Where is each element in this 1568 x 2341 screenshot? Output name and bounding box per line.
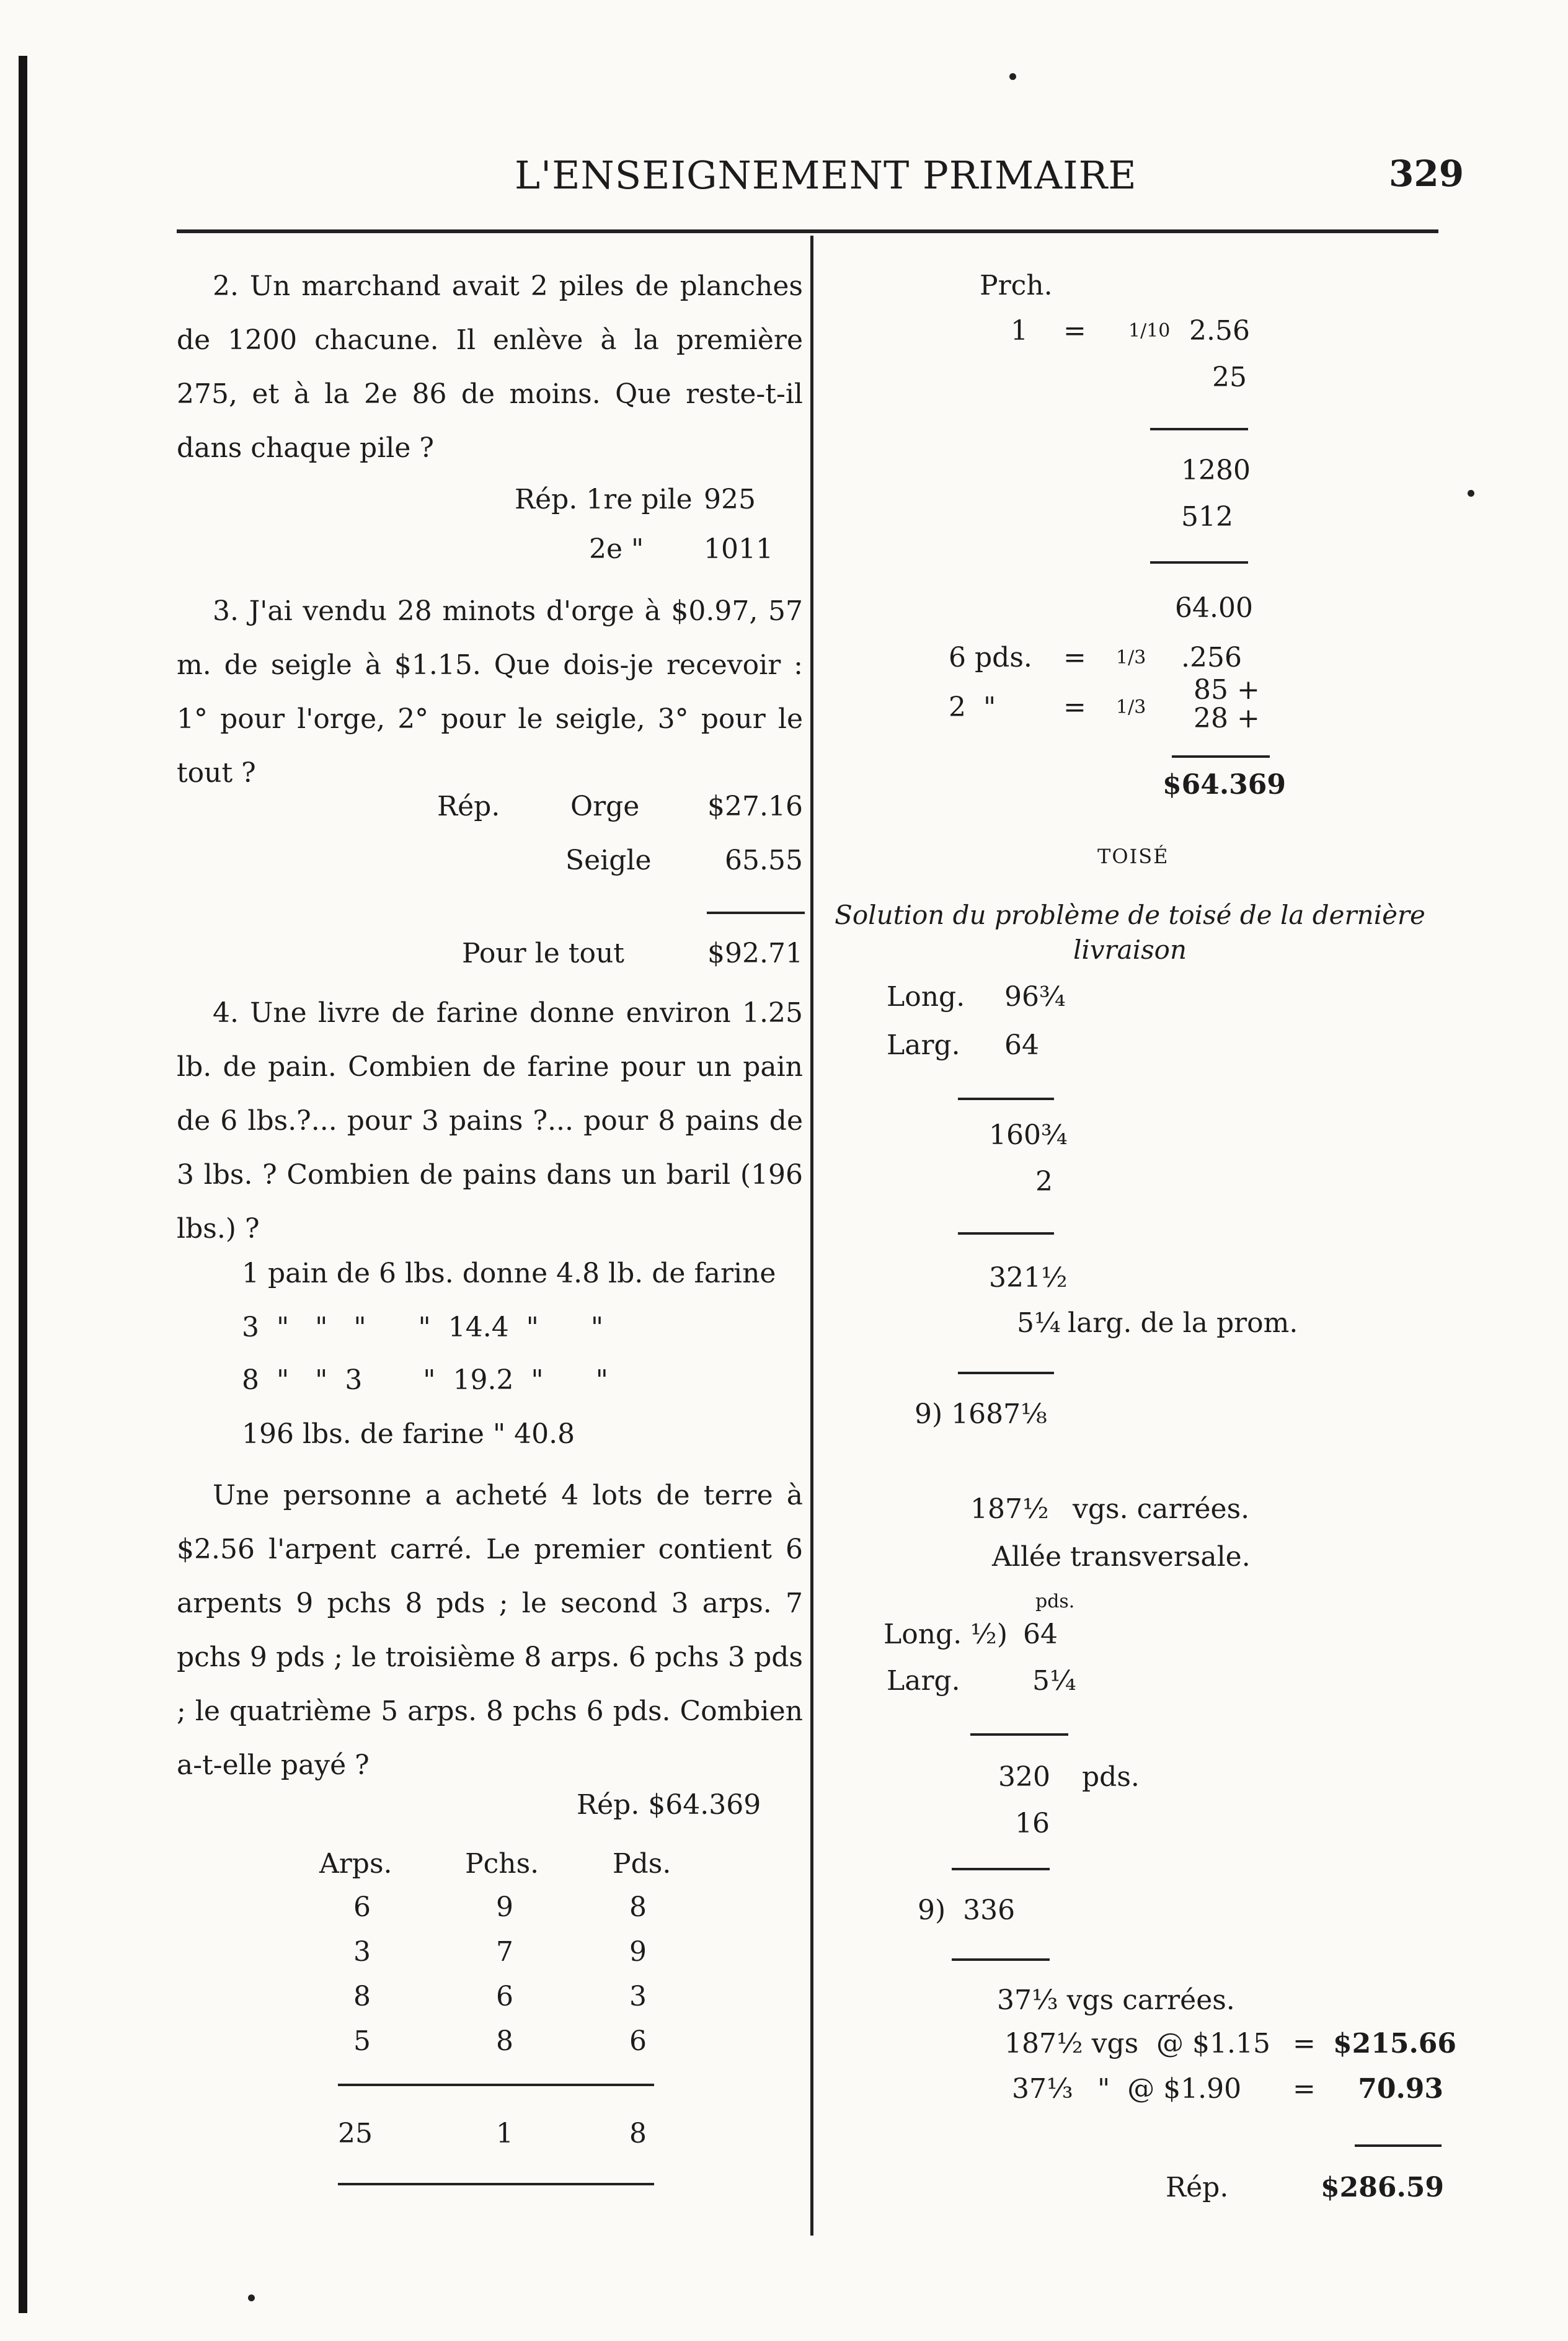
ink-speck — [1468, 490, 1474, 497]
toise-value: 2 — [1035, 1166, 1053, 1197]
toise-label: Larg. — [887, 1029, 960, 1061]
column-divider — [810, 236, 813, 2236]
cost-value: $215.66 — [1333, 2028, 1457, 2059]
calc-value: 1280 — [1181, 455, 1251, 486]
toise-rule — [958, 1372, 1054, 1374]
table-cell: 9 — [629, 1936, 647, 1968]
toise-value: 5¼ — [1017, 1307, 1061, 1339]
calc-equals: = — [1063, 691, 1086, 723]
toise-label: Long. — [887, 981, 965, 1013]
table-cell: 9 — [496, 1891, 513, 1923]
problem-5-answer: Rép. $64.369 — [577, 1789, 761, 1821]
toise-note: vgs. carrées. — [1073, 1493, 1250, 1525]
calc-head: Prch. — [980, 270, 1053, 301]
cost-equals: = — [1293, 2028, 1316, 2059]
sum-rule — [707, 912, 805, 914]
ink-speck — [1009, 73, 1016, 80]
table-bottom-rule — [338, 2183, 654, 2185]
cost-equals: = — [1293, 2073, 1316, 2105]
cost-rule — [1355, 2144, 1442, 2147]
problem-2-answer-value: 1011 — [704, 533, 773, 565]
calc-value: 512 — [1181, 501, 1233, 533]
toise-note: pds. — [1082, 1761, 1140, 1793]
final-answer-label: Rép. — [1166, 2172, 1229, 2203]
toise-rule — [952, 1958, 1050, 1961]
toise-value: 320 — [998, 1761, 1050, 1793]
toise-value: 321½ — [989, 1262, 1068, 1294]
header-rule — [177, 229, 1438, 233]
problem-3-total-value: $92.71 — [707, 938, 803, 969]
table-sum-rule — [338, 2084, 654, 2086]
cost-rate: " @ $1.90 — [1097, 2073, 1242, 2105]
toise-value: 9) 1687⅛ — [915, 1398, 1047, 1430]
cost-qty: 187½ vgs — [1004, 2028, 1139, 2059]
table-total: 1 — [496, 2118, 513, 2149]
calc-value: 25 — [1212, 362, 1247, 393]
page-binding-edge — [19, 56, 27, 2313]
section-subtitle: Solution du problème de toisé de la dernière livraison — [835, 900, 1425, 965]
toise-note: larg. de la prom. — [1068, 1307, 1298, 1339]
toise-value: 160¾ — [989, 1119, 1068, 1151]
calc-value: .256 — [1181, 642, 1242, 673]
problem-4-answer-line: 3 " " " " 14.4 " " — [242, 1312, 604, 1343]
running-head: L'ENSEIGNEMENT PRIMAIRE — [515, 153, 1137, 198]
calc-value: 28 + — [1194, 703, 1260, 734]
problem-2-answer-value: 925 — [704, 484, 756, 515]
table-cell: 5 — [353, 2025, 371, 2057]
toise-value: 16 — [1015, 1808, 1050, 1839]
calc-line: 1 — [1011, 315, 1028, 347]
toise-value: 9) 336 — [918, 1895, 1016, 1926]
section-title: TOISÉ — [1097, 845, 1169, 868]
calc-fraction: 1/10 — [1128, 320, 1171, 342]
toise-rule — [958, 1098, 1054, 1100]
page-number: 329 — [1389, 153, 1464, 195]
calc-rule — [1150, 428, 1248, 430]
problem-4-answer-line: 196 lbs. de farine " 40.8 — [242, 1418, 575, 1450]
calc-line: 6 pds. — [949, 642, 1032, 673]
problem-3-rep: Rép. — [437, 791, 500, 822]
cost-value: 70.93 — [1358, 2073, 1443, 2105]
toise-label: Long. ½) — [884, 1619, 1008, 1650]
problem-3-answer-label: Orge — [570, 791, 640, 822]
toise-rule — [970, 1733, 1068, 1736]
toise-subheading: Allée transversale. — [992, 1541, 1251, 1573]
final-answer-value: $286.59 — [1321, 2172, 1445, 2203]
calc-rule — [1172, 755, 1270, 758]
cost-qty: 37⅓ — [1012, 2073, 1073, 2105]
table-cell: 8 — [629, 1891, 647, 1923]
toise-value: 64 — [1023, 1619, 1058, 1650]
table-cell: 8 — [353, 1981, 371, 2012]
calc-fraction: 1/3 — [1116, 696, 1146, 718]
toise-unit: pds. — [1035, 1591, 1075, 1612]
calc-value: 2.56 — [1189, 315, 1250, 347]
problem-3-text: 3. J'ai vendu 28 minots d'orge à $0.97, 57 m. de seigle à $1.15. Que dois-je recevoir : 1° pour l'orge, 2° pour le seigle, 3° pour le tout ? — [177, 595, 803, 789]
calc-value: 85 + — [1194, 674, 1260, 706]
calc-fraction: 1/3 — [1116, 647, 1146, 669]
ink-speck — [248, 2294, 255, 2301]
toise-value: 96¾ — [1004, 981, 1066, 1013]
toise-value: 37⅓ vgs carrées. — [997, 1984, 1235, 2016]
problem-5-text: Une personne a acheté 4 lots de terre à $2.56 l'arpent carré. Le premier contient 6 arpents 9 pchs 8 pds ; le second 3 arps. 7 pchs 9 pds ; le troisième 8 arps. 6 pchs 3 pds ; le quatrième 5 arps. 8 pchs 6 pds. Combien a-t-elle payé ? — [177, 1480, 803, 1781]
table-cell: 6 — [353, 1891, 371, 1923]
calc-rule — [1150, 561, 1248, 564]
toise-label: Larg. — [887, 1665, 960, 1697]
toise-rule — [952, 1868, 1050, 1870]
table-cell: 8 — [496, 2025, 513, 2057]
table-total: 25 — [338, 2118, 373, 2149]
problem-4-text: 4. Une livre de farine donne environ 1.25 lb. de pain. Combien de farine pour un pain de 6 lbs.?... pour 3 pains ?... pour 8 pains de 3 lbs. ? Combien de pains dans un baril (196 lbs.) ? — [177, 997, 803, 1245]
toise-value: 5¼ — [1032, 1665, 1076, 1697]
calc-value: 64.00 — [1175, 592, 1253, 624]
problem-2-answer-label: Rép. 1re pile — [515, 484, 693, 515]
problem-3-answer-label: Seigle — [565, 845, 652, 876]
table-cell: 3 — [353, 1936, 371, 1968]
calc-line: 2 " — [949, 691, 996, 723]
table-total: 8 — [629, 2118, 647, 2149]
cost-rate: @ $1.15 — [1156, 2028, 1270, 2059]
table-cell: 6 — [496, 1981, 513, 2012]
toise-value: 187½ — [970, 1493, 1049, 1525]
problem-4-answer-line: 8 " " 3 " 19.2 " " — [242, 1364, 608, 1396]
problem-3-total-label: Pour le tout — [462, 938, 624, 969]
problem-2-answer-label: 2e " — [589, 533, 644, 565]
table-cell: 7 — [496, 1936, 513, 1968]
table-header-pchs: Pchs. — [465, 1848, 539, 1880]
toise-rule — [958, 1232, 1054, 1235]
problem-3-answer-value: 65.55 — [725, 845, 803, 876]
problem-4-answer-line: 1 pain de 6 lbs. donne 4.8 lb. de farine — [242, 1258, 776, 1289]
calc-equals: = — [1063, 315, 1086, 347]
table-header-arps: Arps. — [319, 1848, 392, 1880]
calc-total: $64.369 — [1163, 769, 1287, 801]
table-cell: 3 — [629, 1981, 647, 2012]
problem-3-answer-value: $27.16 — [707, 791, 803, 822]
toise-value: 64 — [1004, 1029, 1039, 1061]
problem-2-text: 2. Un marchand avait 2 piles de planches de 1200 chacune. Il enlève à la première 275, et à la 2e 86 de moins. Que reste-t-il dans chaque pile ? — [177, 270, 803, 464]
table-header-pds: Pds. — [613, 1848, 671, 1880]
calc-equals: = — [1063, 642, 1086, 673]
table-cell: 6 — [629, 2025, 647, 2057]
